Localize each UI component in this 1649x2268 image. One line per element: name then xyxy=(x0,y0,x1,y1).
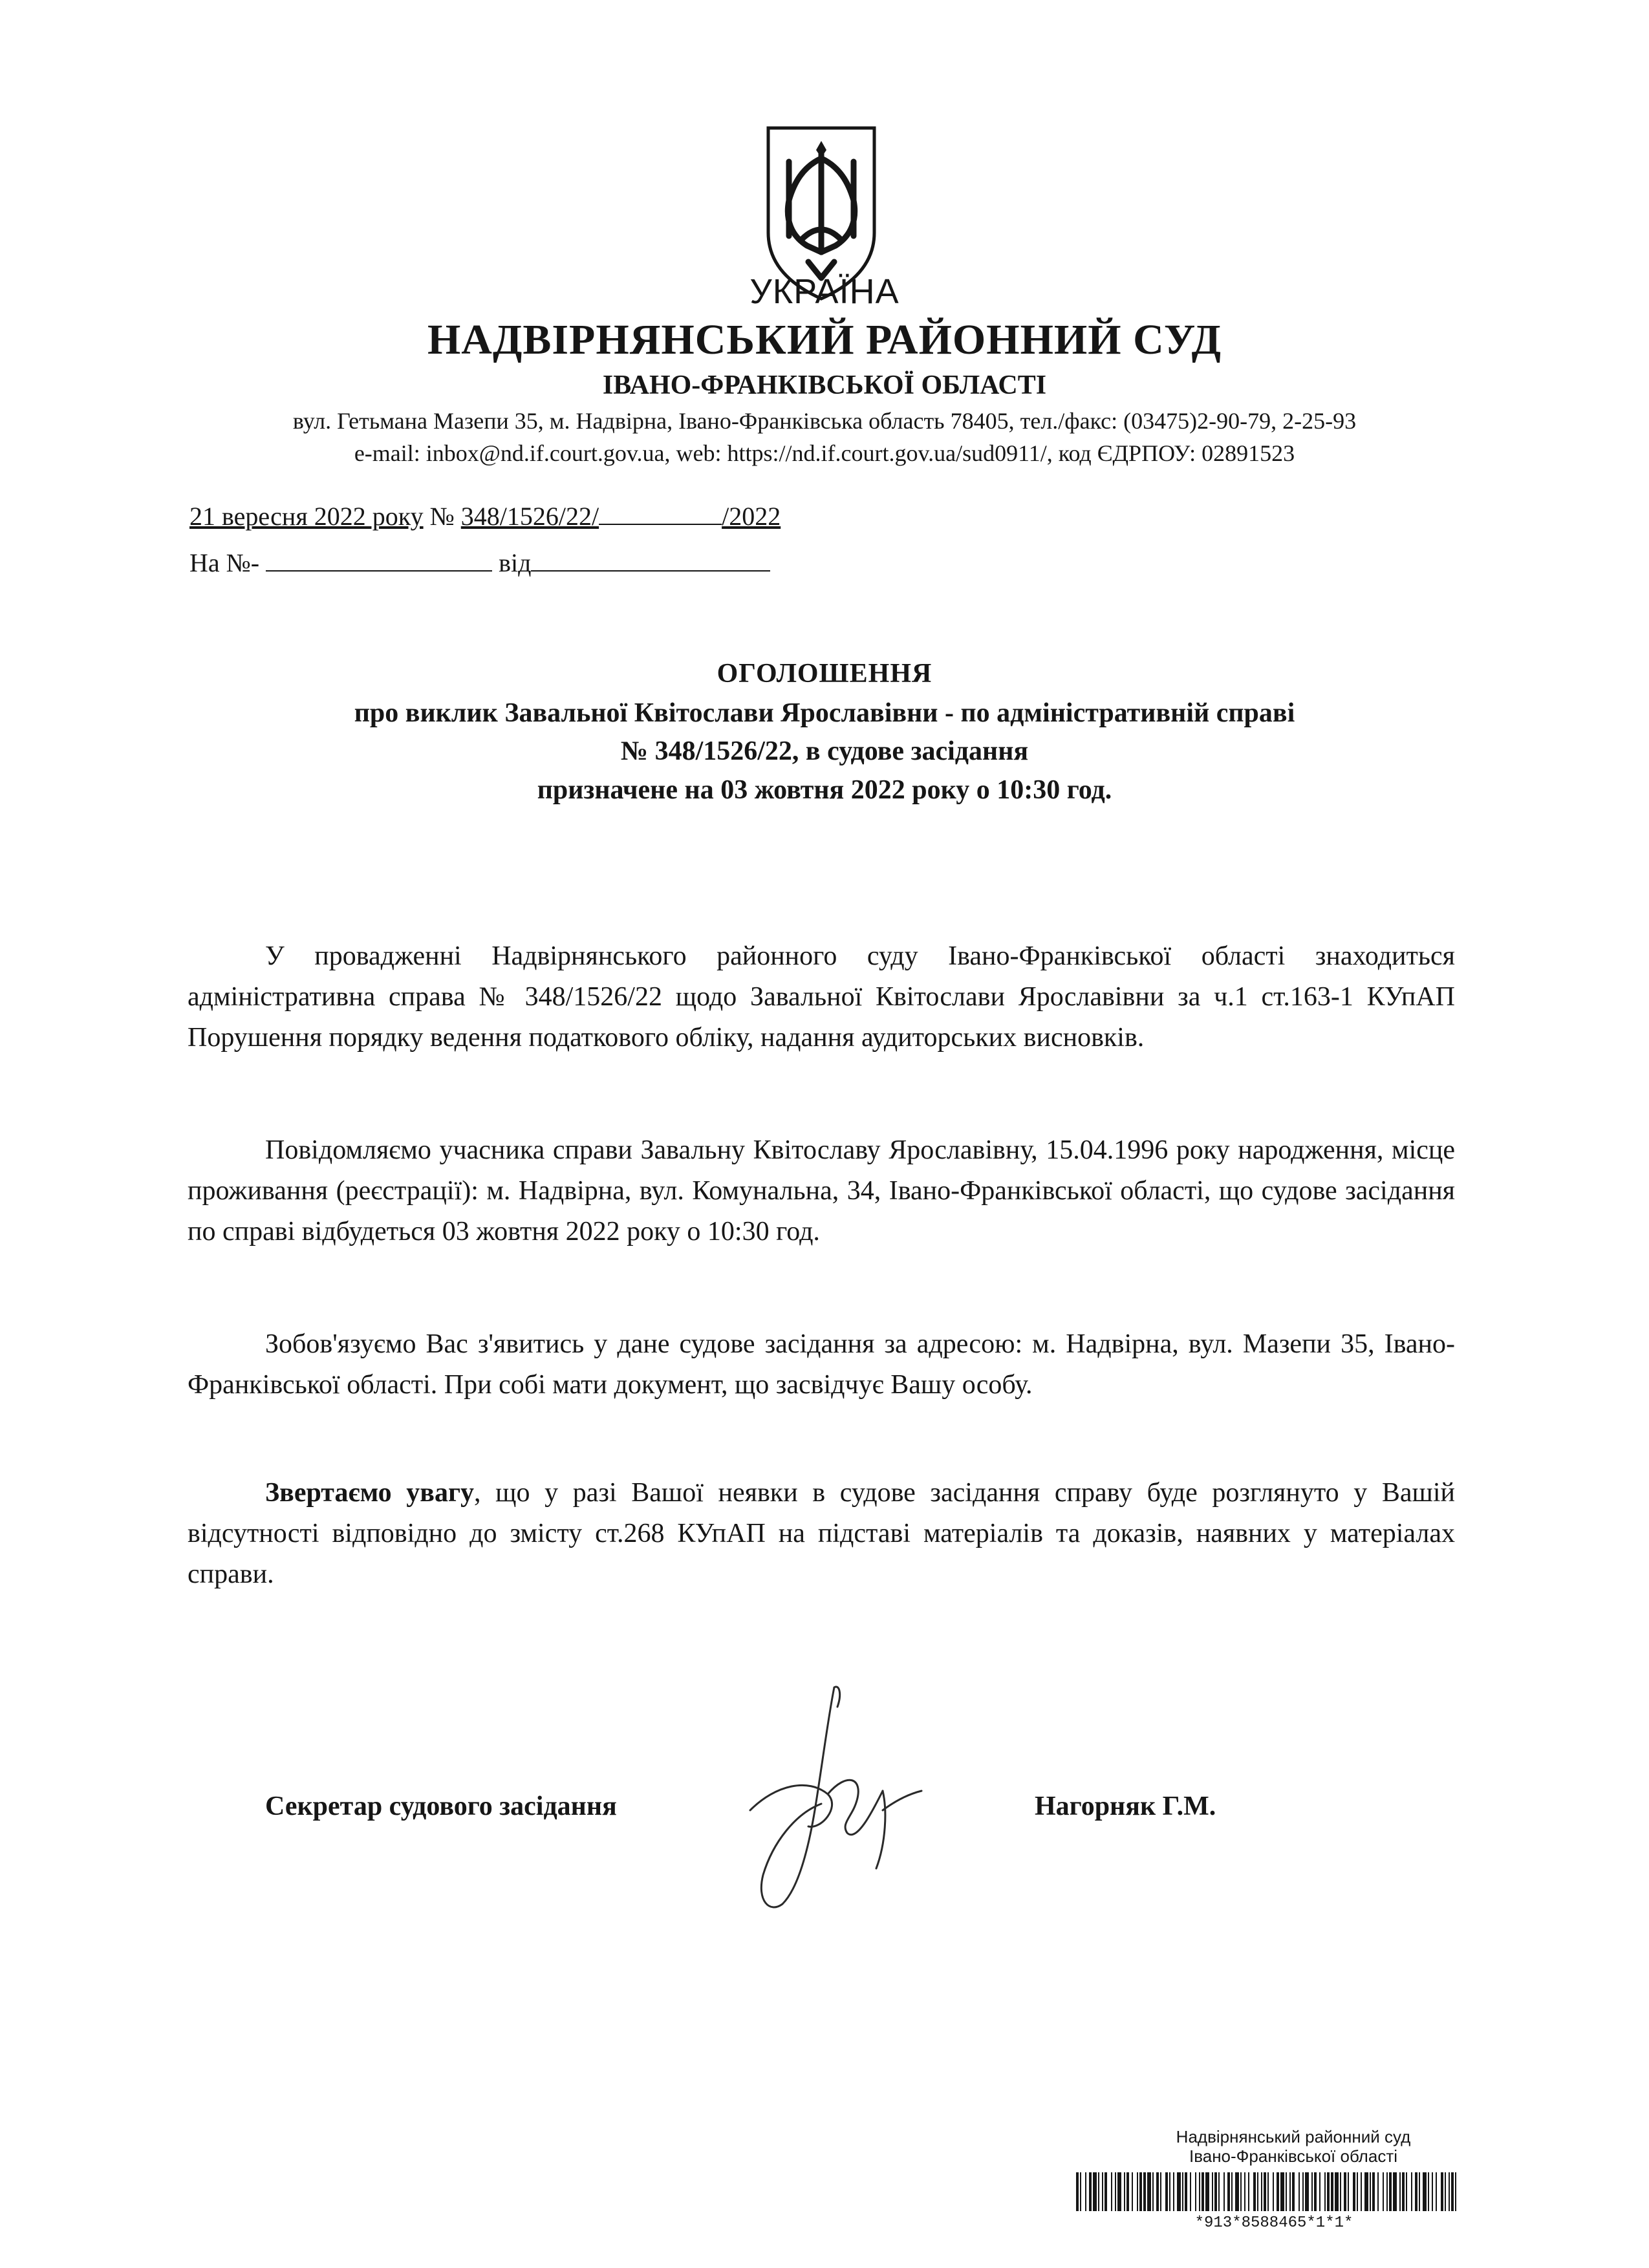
barcode-icon xyxy=(1073,2172,1461,2211)
barcode-bar xyxy=(1195,2172,1196,2211)
barcode-bar xyxy=(1319,2172,1320,2211)
barcode-bar xyxy=(1212,2172,1213,2211)
notice-subheading-line2: № 348/1526/22, в судове засідання xyxy=(620,736,1029,766)
country-name: УКРАЇНА xyxy=(749,272,900,311)
barcode-bar xyxy=(1372,2172,1375,2211)
barcode-bar xyxy=(1080,2172,1081,2211)
barcode-bar xyxy=(1218,2172,1220,2211)
barcode-bar xyxy=(1364,2172,1368,2211)
barcode-bar xyxy=(1455,2172,1456,2211)
barcode-bar xyxy=(1098,2172,1099,2211)
barcode-bar xyxy=(1305,2172,1309,2211)
barcode-bar xyxy=(1169,2172,1170,2211)
reply-date-blank xyxy=(531,548,770,572)
barcode-bar xyxy=(1267,2172,1269,2211)
signatory-role: Секретар судового засідання xyxy=(265,1792,617,1821)
barcode-bar xyxy=(1445,2172,1446,2211)
barcode-bar xyxy=(1248,2172,1249,2211)
barcode-bar xyxy=(1280,2172,1284,2211)
barcode-bar xyxy=(1257,2172,1258,2211)
barcode-bar xyxy=(1357,2172,1358,2211)
barcode-bar xyxy=(1137,2172,1138,2211)
court-contacts: e-mail: inbox@nd.if.court.gov.ua, web: https://nd.if.court.gov.ua/sud0911/, код ЄДРПОУ: 02891523 xyxy=(354,440,1295,466)
notice-heading: ОГОЛОШЕННЯ xyxy=(717,659,932,689)
barcode-bar xyxy=(1386,2172,1388,2211)
barcode-bar xyxy=(1202,2172,1204,2211)
reply-number-blank xyxy=(266,548,492,572)
handwritten-signature xyxy=(737,1681,931,1914)
barcode-bar xyxy=(1344,2172,1346,2211)
barcode-bar xyxy=(1389,2172,1392,2211)
barcode-bar xyxy=(1105,2172,1107,2211)
barcode-bar xyxy=(1076,2172,1079,2211)
barcode-bar xyxy=(1327,2172,1330,2211)
barcode-bar xyxy=(1143,2172,1146,2211)
barcode-bar xyxy=(1132,2172,1133,2211)
barcode-bar xyxy=(1436,2172,1437,2211)
notice-subheading-line1: про виклик Завальної Квітослави Ярославівни - по адміністративній справі xyxy=(354,698,1295,728)
body-paragraph-case: У провадженні Надвірнянського районного суду Івано-Франківської області знаходиться адміністративна справа № 348/1526/22 щодо Завальної Квітослави Ярославівни за ч.1 ст.163-1 КУпАП Порушення порядку ведення податкового обліку, надання аудиторських висновків. xyxy=(188,941,1455,1053)
barcode-bar xyxy=(1165,2172,1168,2211)
barcode-bar xyxy=(1089,2172,1092,2211)
barcode-bar xyxy=(1264,2172,1266,2211)
barcode-court-line2: Івано-Франківської області xyxy=(1189,2146,1398,2166)
barcode-bar xyxy=(1177,2172,1181,2211)
barcode-bar xyxy=(1377,2172,1379,2211)
barcode-bar xyxy=(1311,2172,1313,2211)
court-region: ІВАНО-ФРАНКІВСЬКОЇ ОБЛАСТІ xyxy=(602,370,1047,400)
barcode-bar xyxy=(1111,2172,1112,2211)
barcode-bar xyxy=(1432,2172,1433,2211)
barcode-bar xyxy=(1419,2172,1420,2211)
barcode-bar xyxy=(1383,2172,1384,2211)
barcode-bar xyxy=(1273,2172,1274,2211)
barcode-bar xyxy=(1393,2172,1397,2211)
barcode-bar xyxy=(1451,2172,1454,2211)
barcode-bar xyxy=(1302,2172,1304,2211)
barcode-bar xyxy=(1314,2172,1317,2211)
barcode-bar xyxy=(1402,2172,1405,2211)
barcode-bar xyxy=(1173,2172,1174,2211)
body-paragraph-obligation: Зобов'язуємо Вас з'явитись у дане судове засідання за адресою: м. Надвірна, вул. Мазепи 35, Івано-Франківської області. При собі мати документ, що засвідчує Вашу особу. xyxy=(188,1329,1455,1400)
barcode-bar xyxy=(1205,2172,1209,2211)
body-paragraph-warning xyxy=(188,1473,1455,1595)
body-paragraph-notification: Повідомляємо учасника справи Завальну Квітославу Ярославівну, 15.04.1996 року народження, місце проживання (реєстрації): м. Надвірна, вул. Комунальна, 34, Івано-Франківської області, що судове засідання по справі відбудеться 03 жовтня 2022 року о 10:30 год. xyxy=(188,1135,1455,1246)
barcode-bar xyxy=(1253,2172,1256,2211)
barcode-bar xyxy=(1441,2172,1443,2211)
barcode-bar xyxy=(1160,2172,1161,2211)
barcode-label xyxy=(1099,2127,1487,2166)
signatory-name: Нагорняк Г.М. xyxy=(1035,1792,1216,1821)
barcode-bar xyxy=(1115,2172,1116,2211)
barcode-bar xyxy=(1093,2172,1097,2211)
reference-date: 21 вересня 2022 року xyxy=(189,502,424,531)
warning-emphasis: Звертаємо увагу xyxy=(265,1478,475,1508)
barcode-bar xyxy=(1102,2172,1103,2211)
barcode-bar xyxy=(1117,2172,1121,2211)
court-name: НАДВІРНЯНСЬКИЙ РАЙОННИЙ СУД xyxy=(427,316,1222,363)
barcode-bar xyxy=(1292,2172,1295,2211)
barcode-bar xyxy=(1182,2172,1183,2211)
barcode-bar xyxy=(1244,2172,1245,2211)
barcode-bar xyxy=(1227,2172,1230,2211)
barcode-bar xyxy=(1361,2172,1362,2211)
reference-number-sign: № xyxy=(429,502,455,531)
outgoing-reference xyxy=(189,501,781,531)
warning-text: , що у разі Вашої неявки в судове засідання справу буде розглянуто у Вашій відсутності відповідно до змісту ст.268 КУпАП на підставі матеріалів та доказів, наявних у матеріалах справи. xyxy=(188,1478,1456,1589)
reference-year: /2022 xyxy=(722,502,781,531)
barcode-bar xyxy=(1411,2172,1412,2211)
barcode-bar xyxy=(1324,2172,1326,2211)
barcode-bar xyxy=(1370,2172,1371,2211)
barcode-bar xyxy=(1231,2172,1233,2211)
barcode-bar xyxy=(1423,2172,1427,2211)
incoming-reference xyxy=(189,548,770,578)
reply-from-label: від xyxy=(499,548,532,577)
barcode-bar xyxy=(1277,2172,1279,2211)
reply-to-label: На №- xyxy=(189,548,260,577)
barcode-bar xyxy=(1152,2172,1154,2211)
barcode-court-line1: Надвірнянський районний суд xyxy=(1176,2127,1411,2146)
barcode-bar xyxy=(1124,2172,1125,2211)
barcode-bar xyxy=(1235,2172,1239,2211)
barcode-bar xyxy=(1449,2172,1450,2211)
barcode-number: *913*8588465*1*1* xyxy=(1194,2214,1353,2232)
barcode-bar xyxy=(1406,2172,1407,2211)
barcode-bar xyxy=(1147,2172,1151,2211)
barcode-bar xyxy=(1214,2172,1217,2211)
barcode-bar xyxy=(1415,2172,1417,2211)
barcode-bar xyxy=(1348,2172,1349,2211)
barcode-bar xyxy=(1340,2172,1341,2211)
barcode-bar xyxy=(1261,2172,1262,2211)
barcode-bar xyxy=(1223,2172,1225,2211)
notice-subheading-line3: призначене на 03 жовтня 2022 року о 10:30 год. xyxy=(537,775,1112,805)
barcode-bar xyxy=(1286,2172,1287,2211)
barcode-bar xyxy=(1126,2172,1129,2211)
reference-number: 348/1526/22/ xyxy=(460,502,599,531)
court-address: вул. Гетьмана Мазепи 35, м. Надвірна, Івано-Франківська область 78405, тел./факс: (03475)2-90-79, 2-25-93 xyxy=(292,408,1357,434)
barcode-bar xyxy=(1331,2172,1333,2211)
barcode-bar xyxy=(1185,2172,1187,2211)
barcode-bar xyxy=(1335,2172,1339,2211)
barcode-bar xyxy=(1289,2172,1291,2211)
barcode-bar xyxy=(1240,2172,1242,2211)
barcode-bar xyxy=(1085,2172,1086,2211)
barcode-bar xyxy=(1299,2172,1300,2211)
reference-number-blank xyxy=(599,502,722,525)
barcode-bar xyxy=(1139,2172,1142,2211)
barcode-bar xyxy=(1428,2172,1429,2211)
barcode-bar xyxy=(1156,2172,1159,2211)
barcode-bar xyxy=(1190,2172,1191,2211)
barcode-bar xyxy=(1353,2172,1355,2211)
barcode-bar xyxy=(1199,2172,1200,2211)
barcode-bar xyxy=(1399,2172,1401,2211)
